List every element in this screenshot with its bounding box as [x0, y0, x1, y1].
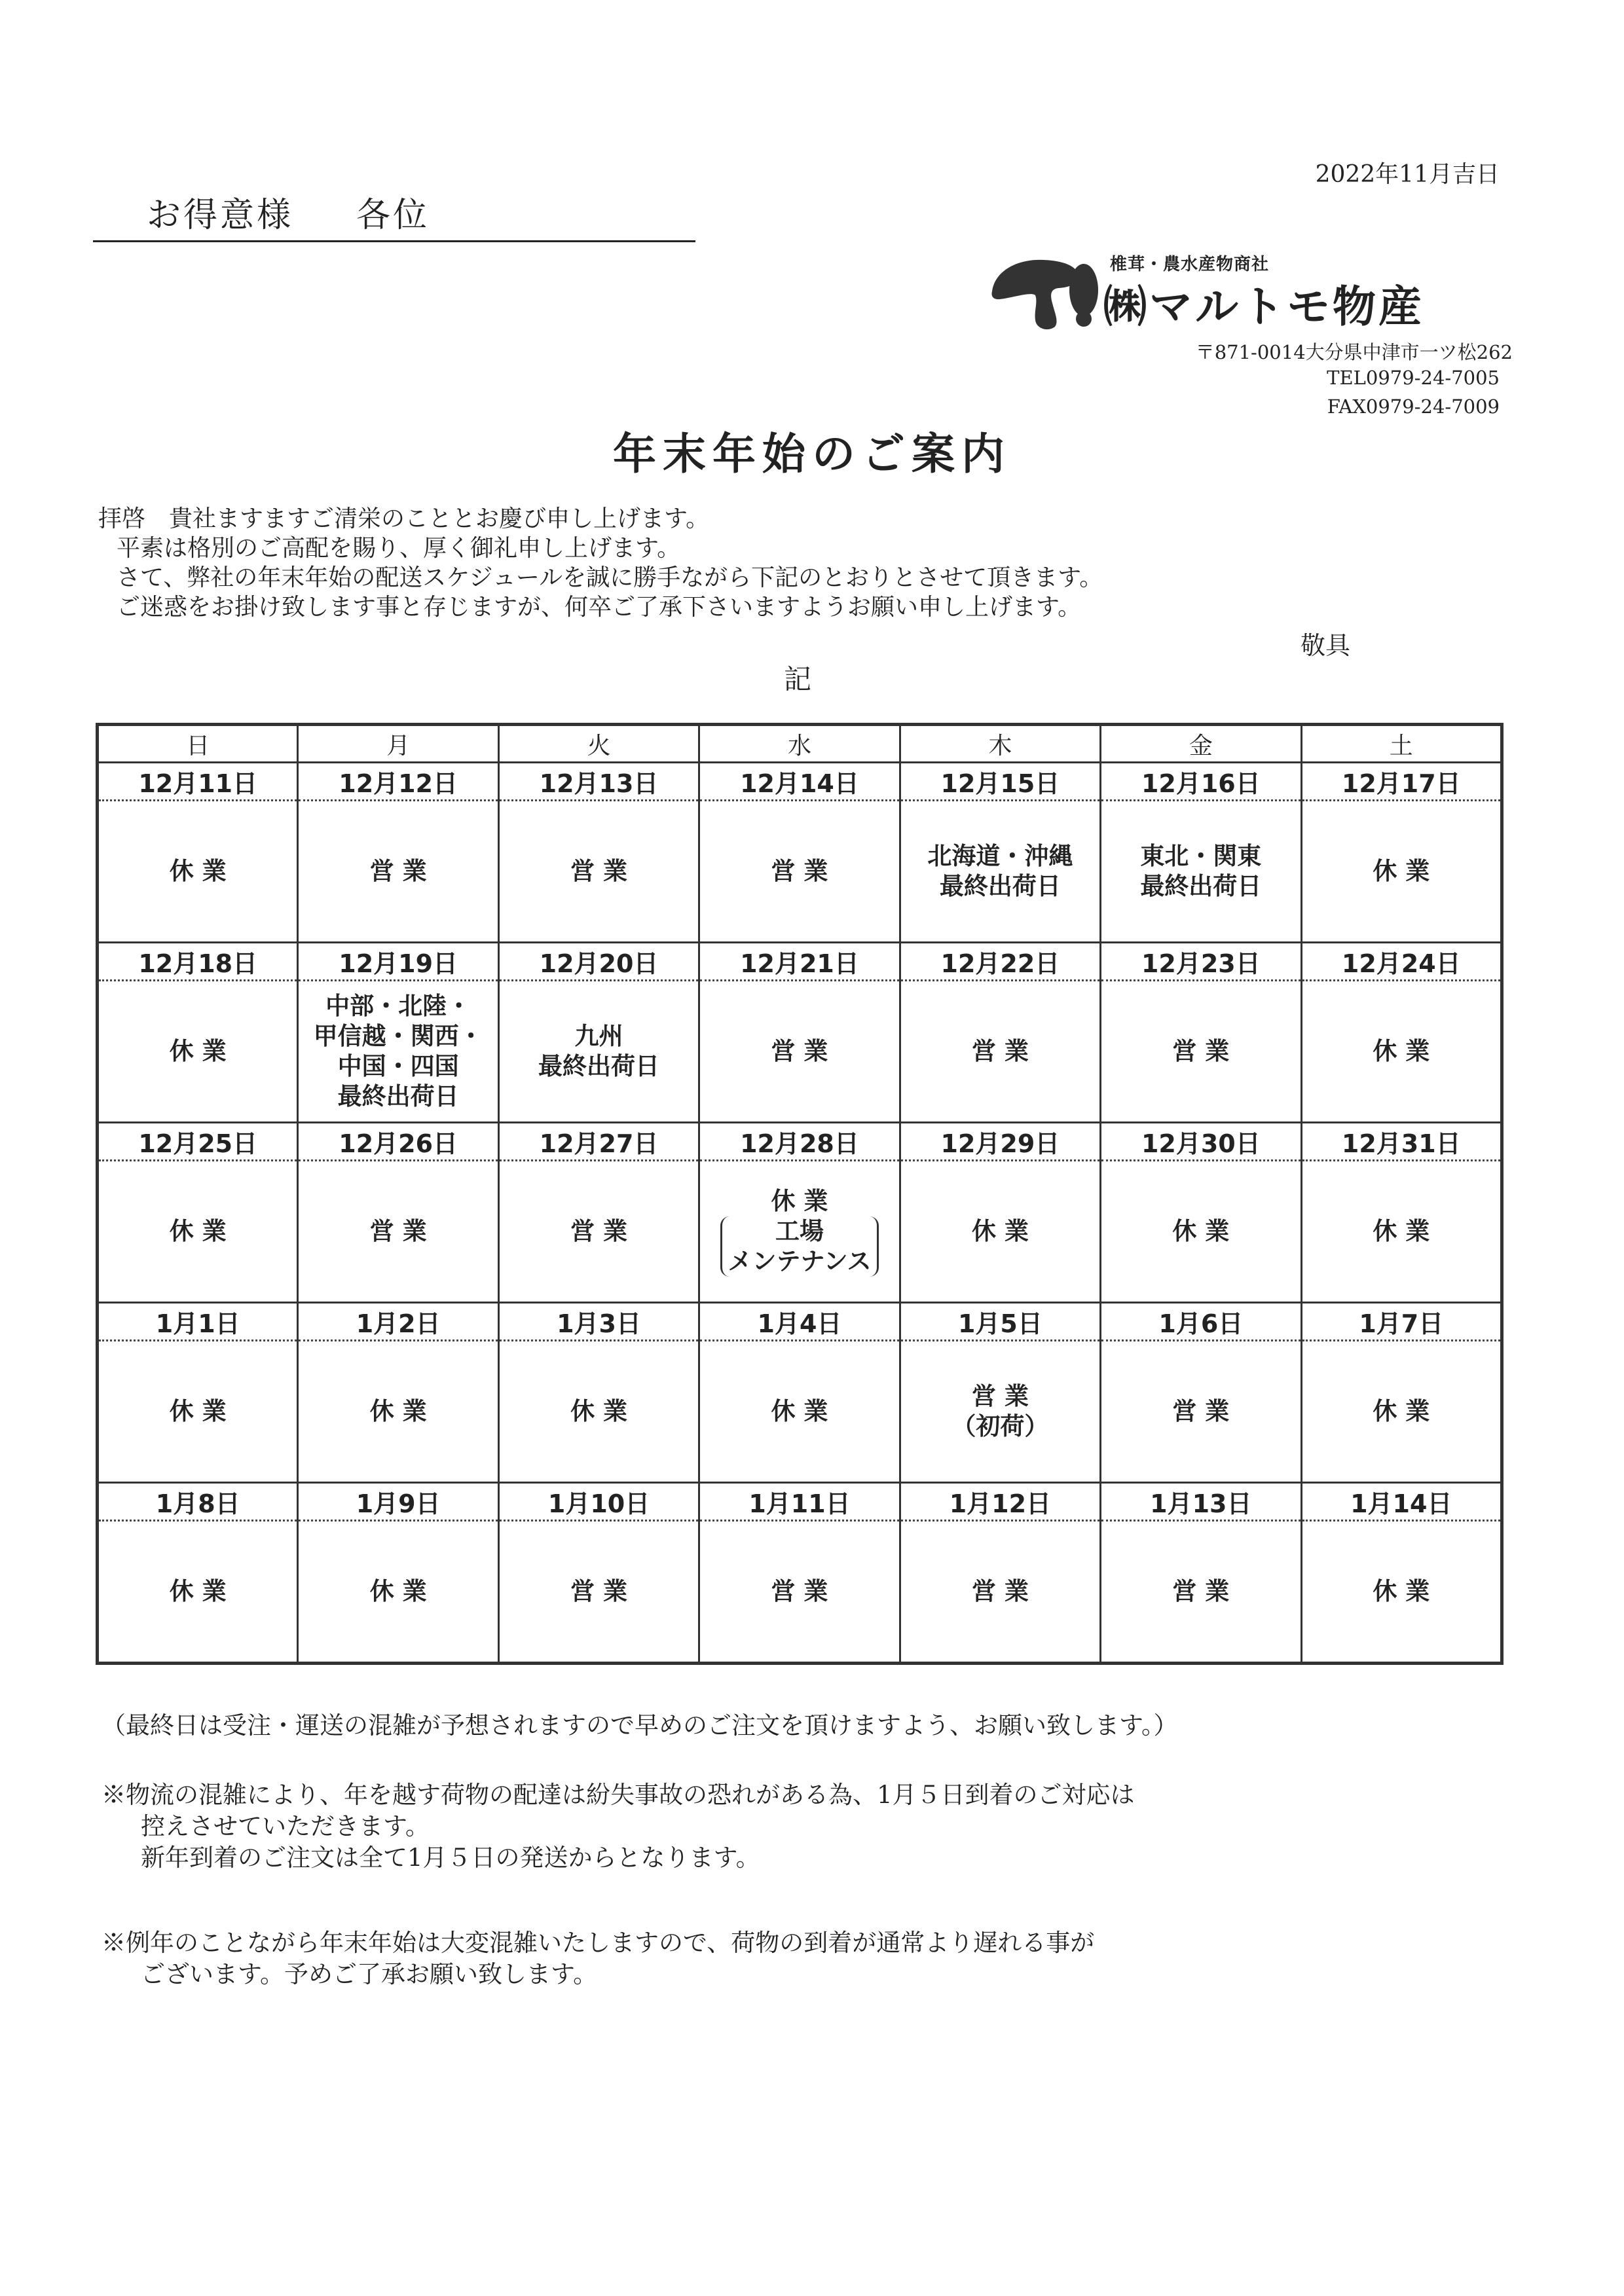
company-name: ㈱マルトモ物産 [1103, 282, 1424, 332]
status-text: 休 業 [971, 1217, 1029, 1245]
date-cell: 12月31日 [1301, 1123, 1502, 1161]
status-text: 休 業 [771, 1397, 828, 1425]
date-cell: 12月25日 [98, 1123, 298, 1161]
ki-heading: 記 [784, 663, 812, 695]
status-cell [498, 801, 699, 943]
status-cell [1101, 981, 1301, 1123]
date-cell: 12月19日 [298, 943, 498, 981]
status-text: 休 業 [1373, 1577, 1430, 1605]
date-cell: 1月12日 [900, 1483, 1100, 1521]
status-cell [900, 1161, 1100, 1303]
date-cell: 1月9日 [298, 1483, 498, 1521]
weekday-sun: 日 [98, 725, 298, 763]
status-text: 休 業 [1373, 1397, 1430, 1425]
status-text: 九州 [574, 1022, 623, 1050]
date-cell: 1月11日 [699, 1483, 900, 1521]
date-row [98, 1303, 1502, 1341]
status-cell [498, 1161, 699, 1303]
status-text: 最終出荷日 [1140, 872, 1262, 900]
status-text: 営 業 [570, 1217, 627, 1245]
status-cell [498, 1341, 699, 1483]
status-cell [298, 801, 498, 943]
status-text: 営 業 [570, 857, 627, 885]
weekday-thu: 木 [900, 725, 1100, 763]
date-cell: 1月4日 [699, 1303, 900, 1341]
date-cell: 12月26日 [298, 1123, 498, 1161]
date-row [98, 1123, 1502, 1161]
date-cell: 1月1日 [98, 1303, 298, 1341]
status-text: 営 業 [971, 1577, 1029, 1605]
weekday-sat: 土 [1301, 725, 1502, 763]
status-cell [1301, 801, 1502, 943]
note-line: 新年到着のご注文は全て1月５日の発送からとなります。 [141, 1844, 760, 1872]
status-cell [699, 1161, 900, 1303]
date-cell: 1月14日 [1301, 1483, 1502, 1521]
status-row [98, 801, 1502, 943]
date-cell: 12月16日 [1101, 763, 1301, 801]
status-text: 休 業 [169, 1037, 227, 1065]
status-text: 中国・四国 [337, 1052, 459, 1080]
maintenance-line: メンテナンス [728, 1247, 872, 1275]
status-cell [900, 801, 1100, 943]
status-text: 営 業 [971, 1037, 1029, 1065]
date-cell: 1月3日 [498, 1303, 699, 1341]
date-cell: 12月28日 [699, 1123, 900, 1161]
status-cell [298, 1521, 498, 1664]
status-text: 東北・関東 [1140, 842, 1262, 870]
status-cell [98, 1161, 298, 1303]
date-cell: 1月5日 [900, 1303, 1100, 1341]
status-cell [699, 801, 900, 943]
status-row [98, 1161, 1502, 1303]
status-text: 営 業 [971, 1382, 1029, 1410]
status-cell [1101, 1161, 1301, 1303]
closing-word: 敬具 [1301, 631, 1351, 660]
intro-line: 拝啓 貴社ますますご清栄のこととお慶び申し上げます。 [98, 505, 710, 532]
note-line: ※物流の混雑により、年を越す荷物の配達は紛失事故の恐れがある為、1月５日到着のご対応は [101, 1781, 1135, 1809]
calendar-body [98, 763, 1502, 1664]
status-text: 最終出荷日 [337, 1082, 459, 1110]
status-text: 休 業 [570, 1397, 627, 1425]
status-text: （初荷） [951, 1412, 1049, 1440]
status-text: 営 業 [771, 1037, 828, 1065]
date-cell: 12月27日 [498, 1123, 699, 1161]
status-text: 休 業 [169, 1217, 227, 1245]
intro-text [98, 504, 1103, 622]
date-cell: 12月24日 [1301, 943, 1502, 981]
status-cell [98, 801, 298, 943]
schedule-calendar [96, 723, 1504, 1665]
status-cell [498, 981, 699, 1123]
status-cell [98, 981, 298, 1123]
date-cell: 12月15日 [900, 763, 1100, 801]
date-cell: 12月29日 [900, 1123, 1100, 1161]
intro-line: 平素は格別のご高配を賜り、厚く御礼申し上げます。 [117, 535, 681, 562]
weekday-mon: 月 [298, 725, 498, 763]
company-fax: FAX0979-24-7009 [1327, 395, 1500, 418]
date-cell: 12月30日 [1101, 1123, 1301, 1161]
status-text: 休 業 [1373, 1217, 1430, 1245]
note-delay [101, 1927, 1094, 1990]
status-cell [1301, 1161, 1502, 1303]
date-cell: 12月23日 [1101, 943, 1301, 981]
status-text: 休 業 [1172, 1217, 1230, 1245]
status-cell [1101, 1521, 1301, 1664]
status-cell [98, 1341, 298, 1483]
status-cell [298, 1161, 498, 1303]
status-cell [498, 1521, 699, 1664]
date-cell: 1月8日 [98, 1483, 298, 1521]
company-tagline: 椎茸・農水産物商社 [1110, 255, 1270, 274]
maintenance-line: 工場 [775, 1217, 824, 1245]
status-text: 営 業 [771, 857, 828, 885]
status-cell [699, 1521, 900, 1664]
status-text: 営 業 [771, 1577, 828, 1605]
status-cell [1301, 1521, 1502, 1664]
status-cell [900, 1521, 1100, 1664]
note-logistics [101, 1779, 1135, 1874]
status-row [98, 1341, 1502, 1483]
status-text: 休 業 [1373, 1037, 1430, 1065]
status-text: 休 業 [369, 1397, 427, 1425]
date-cell: 12月18日 [98, 943, 298, 981]
issue-date: 2022年11月吉日 [1315, 161, 1500, 188]
status-cell [1301, 981, 1502, 1123]
weekday-header-row [98, 725, 1502, 763]
addressee [93, 187, 695, 242]
status-text: 営 業 [369, 1217, 427, 1245]
note-line: ございます。予めご了承お願い致します。 [141, 1960, 598, 1988]
status-text: 休 業 [1373, 857, 1430, 885]
shiitake-icon [986, 251, 1103, 336]
date-row [98, 763, 1502, 801]
status-row [98, 981, 1502, 1123]
company-tel: TEL0979-24-7005 [1327, 367, 1500, 389]
weekday-tue: 火 [498, 725, 699, 763]
date-cell: 12月21日 [699, 943, 900, 981]
date-cell: 12月20日 [498, 943, 699, 981]
date-cell: 12月14日 [699, 763, 900, 801]
status-text: 最終出荷日 [939, 872, 1061, 900]
status-text: 営 業 [1172, 1577, 1230, 1605]
date-cell: 1月10日 [498, 1483, 699, 1521]
status-text: 休 業 [771, 1187, 828, 1215]
date-cell: 1月6日 [1101, 1303, 1301, 1341]
maintenance-note [720, 1216, 878, 1277]
status-cell [298, 981, 498, 1123]
status-cell [699, 981, 900, 1123]
status-text: 休 業 [169, 1397, 227, 1425]
intro-line: ご迷惑をお掛け致します事と存じますが、何卒ご了承下さいますようお願い申し上げます。 [117, 594, 1082, 621]
date-cell: 12月13日 [498, 763, 699, 801]
date-cell: 1月13日 [1101, 1483, 1301, 1521]
note-line: 控えさせていただきます。 [141, 1812, 430, 1840]
status-cell [98, 1521, 298, 1664]
status-text: 休 業 [169, 1577, 227, 1605]
weekday-wed: 水 [699, 725, 900, 763]
status-text: 休 業 [369, 1577, 427, 1605]
status-cell [900, 1341, 1100, 1483]
date-cell: 12月22日 [900, 943, 1100, 981]
company-address: 〒871-0014大分県中津市一ツ松262 [1195, 341, 1513, 363]
status-cell [298, 1341, 498, 1483]
status-cell [1301, 1341, 1502, 1483]
status-row [98, 1521, 1502, 1664]
status-cell [900, 981, 1100, 1123]
status-text: 甲信越・関西・ [313, 1022, 483, 1050]
date-row [98, 1483, 1502, 1521]
status-cell [1101, 801, 1301, 943]
status-text: 営 業 [369, 857, 427, 885]
footnote: （最終日は受注・運送の混雑が予想されますので早めのご注文を頂けますよう、お願い致します。） [101, 1711, 1178, 1740]
note-line: ※例年のことながら年末年始は大変混雑いたしますので、荷物の到着が通常より遅れる事が [101, 1929, 1095, 1957]
weekday-fri: 金 [1101, 725, 1301, 763]
company-logo [986, 251, 1509, 336]
status-text: 北海道・沖縄 [927, 842, 1073, 870]
status-cell [699, 1341, 900, 1483]
status-text: 営 業 [1172, 1037, 1230, 1065]
addressee-label: お得意様 [147, 196, 294, 235]
status-text: 最終出荷日 [538, 1052, 660, 1080]
intro-line: さて、弊社の年末年始の配送スケジュールを誠に勝手ながら下記のとおりとさせて頂きます。 [117, 564, 1103, 591]
status-cell [1101, 1341, 1301, 1483]
date-row [98, 943, 1502, 981]
status-text: 休 業 [169, 857, 227, 885]
status-text: 営 業 [570, 1577, 627, 1605]
date-cell: 12月11日 [98, 763, 298, 801]
date-cell: 1月7日 [1301, 1303, 1502, 1341]
date-cell: 12月17日 [1301, 763, 1502, 801]
page-title: 年末年始のご案内 [613, 428, 1011, 479]
date-cell: 1月2日 [298, 1303, 498, 1341]
status-text: 中部・北陸・ [325, 992, 471, 1020]
status-text: 営 業 [1172, 1397, 1230, 1425]
date-cell: 12月12日 [298, 763, 498, 801]
addressee-suffix: 各位 [356, 196, 430, 235]
